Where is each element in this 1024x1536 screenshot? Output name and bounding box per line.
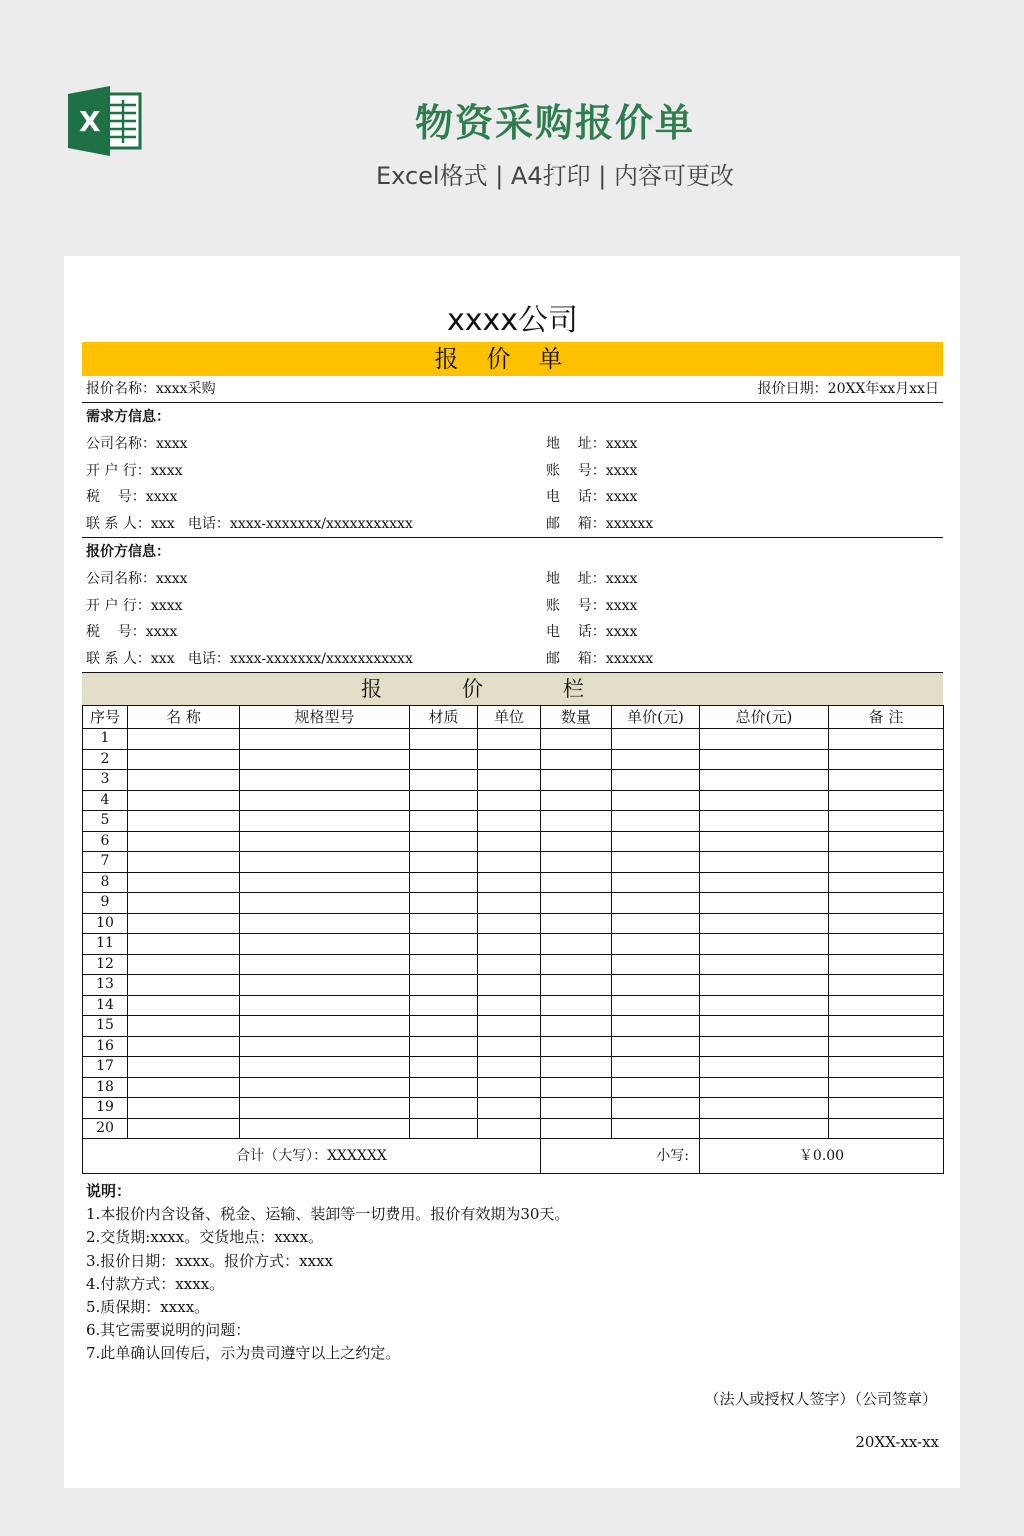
table-cell[interactable] [410, 954, 478, 975]
column-header: 总价(元) [700, 706, 829, 729]
table-row [83, 913, 944, 934]
table-cell[interactable] [700, 831, 829, 852]
table-cell[interactable] [612, 913, 700, 934]
note-item: 6.其它需要说明的问题： [86, 1321, 251, 1340]
seller-field: 税 号：xxxx [86, 624, 178, 640]
table-cell[interactable] [478, 872, 541, 893]
buyer-field: 公司名称：xxxx [86, 436, 188, 452]
table-row [83, 831, 944, 852]
seller-row [82, 619, 943, 646]
seller-row [82, 646, 943, 673]
table-cell[interactable] [829, 1036, 944, 1057]
table-cell[interactable] [700, 913, 829, 934]
table-cell[interactable] [410, 811, 478, 832]
table-row [83, 934, 944, 955]
table-cell[interactable] [612, 975, 700, 996]
table-cell[interactable] [410, 790, 478, 811]
table-cell[interactable] [478, 995, 541, 1016]
column-header: 名 称 [128, 706, 240, 729]
table-cell[interactable] [128, 770, 240, 791]
table-cell[interactable] [128, 1016, 240, 1037]
table-cell[interactable] [240, 729, 410, 750]
table-cell[interactable] [240, 831, 410, 852]
signature-line: （法人或授权人签字）（公司签章） [704, 1389, 937, 1408]
table-cell[interactable] [829, 770, 944, 791]
table-cell[interactable] [541, 872, 612, 893]
table-cell[interactable] [410, 852, 478, 873]
table-cell[interactable] [410, 1077, 478, 1098]
seller-field: 邮 箱：xxxxxx [546, 650, 654, 667]
table-row [83, 893, 944, 914]
row-number-cell: 12 [83, 954, 128, 975]
table-cell[interactable] [700, 893, 829, 914]
seller-row [82, 593, 943, 620]
quote-name: 报价名称：xxxx采购 [86, 381, 216, 397]
table-cell[interactable] [541, 1057, 612, 1078]
table-cell[interactable] [410, 1036, 478, 1057]
table-cell[interactable] [478, 1016, 541, 1037]
table-cell[interactable] [128, 790, 240, 811]
table-row [83, 1098, 944, 1119]
table-header-row [83, 706, 944, 729]
table-cell[interactable] [700, 995, 829, 1016]
table-row [83, 975, 944, 996]
row-number-cell: 15 [83, 1016, 128, 1037]
table-cell[interactable] [829, 1118, 944, 1139]
table-cell[interactable] [612, 1057, 700, 1078]
table-cell[interactable] [410, 913, 478, 934]
buyer-field: 联 系 人：xxx 电话：xxxx-xxxxxxx/xxxxxxxxxxx [86, 515, 413, 532]
table-cell[interactable] [128, 954, 240, 975]
table-cell[interactable] [128, 811, 240, 832]
table-cell[interactable] [612, 749, 700, 770]
row-number-cell: 2 [83, 749, 128, 770]
quote-section-title: 报价栏 [82, 672, 943, 705]
table-row [83, 749, 944, 770]
table-cell[interactable] [240, 934, 410, 955]
table-cell[interactable] [478, 1098, 541, 1119]
excel-icon [68, 86, 142, 156]
seller-field: 联 系 人：xxx 电话：xxxx-xxxxxxx/xxxxxxxxxxx [86, 650, 413, 667]
table-cell[interactable] [128, 1036, 240, 1057]
table-cell[interactable] [478, 729, 541, 750]
table-row [83, 770, 944, 791]
table-cell[interactable] [612, 1016, 700, 1037]
company-name: xxxx公司 [446, 303, 578, 338]
table-cell[interactable] [612, 872, 700, 893]
table-row [83, 729, 944, 750]
table-cell[interactable] [410, 831, 478, 852]
note-item: 5.质保期：xxxx。 [86, 1298, 210, 1317]
seller-field: 账 号：xxxx [546, 597, 638, 614]
table-cell[interactable] [612, 995, 700, 1016]
table-cell[interactable] [829, 1098, 944, 1119]
buyer-row [82, 484, 943, 511]
row-number-cell: 7 [83, 852, 128, 873]
table-cell[interactable] [541, 893, 612, 914]
seller-row [82, 566, 943, 593]
table-cell[interactable] [240, 893, 410, 914]
table-cell[interactable] [541, 1118, 612, 1139]
table-cell[interactable] [541, 913, 612, 934]
table-cell[interactable] [612, 954, 700, 975]
poster-subtitle: Excel格式 | A4打印 | 内容可更改 [376, 162, 734, 190]
table-cell[interactable] [478, 811, 541, 832]
table-cell[interactable] [829, 729, 944, 750]
table-cell[interactable] [478, 1077, 541, 1098]
table-cell[interactable] [700, 1057, 829, 1078]
table-cell[interactable] [541, 1016, 612, 1037]
column-header: 备 注 [829, 706, 944, 729]
buyer-info-section [82, 403, 943, 538]
total-row [83, 1139, 944, 1174]
signature-date: 20XX-xx-xx [855, 1432, 939, 1451]
table-cell[interactable] [240, 1057, 410, 1078]
buyer-field: 开 户 行：xxxx [86, 462, 183, 479]
quote-table [82, 705, 944, 1174]
table-cell[interactable] [128, 893, 240, 914]
table-cell[interactable] [240, 1098, 410, 1119]
table-cell[interactable] [410, 995, 478, 1016]
buyer-heading: 需求方信息： [86, 409, 170, 425]
seller-field: 电 话：xxxx [546, 624, 638, 640]
table-row [83, 954, 944, 975]
table-cell[interactable] [541, 729, 612, 750]
row-number-cell: 14 [83, 995, 128, 1016]
table-cell[interactable] [700, 729, 829, 750]
buyer-field: 电 话：xxxx [546, 489, 638, 505]
row-number-cell: 16 [83, 1036, 128, 1057]
table-cell[interactable] [700, 1077, 829, 1098]
table-body [83, 729, 944, 1174]
column-header: 序号 [83, 706, 128, 729]
table-cell[interactable] [829, 811, 944, 832]
seller-heading: 报价方信息： [86, 544, 170, 560]
table-cell[interactable] [700, 852, 829, 873]
table-cell[interactable] [612, 1118, 700, 1139]
table-cell[interactable] [128, 913, 240, 934]
total-small-label: 小写: [541, 1139, 700, 1174]
table-cell[interactable] [612, 790, 700, 811]
table-cell[interactable] [410, 975, 478, 996]
table-cell[interactable] [478, 893, 541, 914]
row-number-cell: 3 [83, 770, 128, 791]
buyer-row [82, 431, 943, 458]
buyer-row [82, 458, 943, 485]
table-cell[interactable] [128, 995, 240, 1016]
buyer-field: 邮 箱：xxxxxx [546, 515, 654, 532]
seller-field: 开 户 行：xxxx [86, 597, 183, 614]
total-small-value: ￥0.00 [700, 1139, 944, 1174]
table-cell[interactable] [541, 954, 612, 975]
table-cell[interactable] [700, 934, 829, 955]
table-cell[interactable] [700, 1036, 829, 1057]
table-cell[interactable] [700, 811, 829, 832]
table-cell[interactable] [829, 749, 944, 770]
table-cell[interactable] [829, 852, 944, 873]
buyer-row [82, 511, 943, 539]
table-row [83, 1036, 944, 1057]
table-cell[interactable] [240, 975, 410, 996]
table-cell[interactable] [541, 790, 612, 811]
table-cell[interactable] [478, 913, 541, 934]
table-cell[interactable] [128, 749, 240, 770]
note-item: 1.本报价内含设备、税金、运输、装卸等一切费用。报价有效期为30天。 [86, 1205, 570, 1224]
table-cell[interactable] [829, 893, 944, 914]
note-item: 7.此单确认回传后，示为贵司遵守以上之约定。 [86, 1344, 401, 1363]
column-header: 材质 [410, 706, 478, 729]
table-cell[interactable] [128, 1118, 240, 1139]
column-header: 规格型号 [240, 706, 410, 729]
table-cell[interactable] [240, 1077, 410, 1098]
table-row [83, 811, 944, 832]
note-item: 3.报价日期：xxxx。报价方式：xxxx [86, 1251, 333, 1270]
table-cell[interactable] [478, 975, 541, 996]
table-row [83, 1016, 944, 1037]
table-cell[interactable] [478, 1036, 541, 1057]
table-cell[interactable] [240, 770, 410, 791]
table-cell[interactable] [240, 954, 410, 975]
row-number-cell: 8 [83, 872, 128, 893]
table-cell[interactable] [829, 1077, 944, 1098]
table-cell[interactable] [478, 1057, 541, 1078]
table-cell[interactable] [829, 954, 944, 975]
row-number-cell: 9 [83, 893, 128, 914]
row-number-cell: 19 [83, 1098, 128, 1119]
table-cell[interactable] [541, 749, 612, 770]
table-cell[interactable] [541, 975, 612, 996]
table-cell[interactable] [478, 770, 541, 791]
table-cell[interactable] [240, 1016, 410, 1037]
table-cell[interactable] [128, 1057, 240, 1078]
table-cell[interactable] [612, 831, 700, 852]
row-number-cell: 18 [83, 1077, 128, 1098]
table-cell[interactable] [240, 749, 410, 770]
row-number-cell: 6 [83, 831, 128, 852]
table-cell[interactable] [128, 1098, 240, 1119]
document-title: 报价单 [82, 342, 943, 376]
table-cell[interactable] [700, 872, 829, 893]
table-cell[interactable] [128, 975, 240, 996]
column-header: 单价(元) [612, 706, 700, 729]
table-cell[interactable] [541, 995, 612, 1016]
table-cell[interactable] [700, 954, 829, 975]
table-cell[interactable] [410, 749, 478, 770]
table-cell[interactable] [612, 934, 700, 955]
table-cell[interactable] [128, 1077, 240, 1098]
row-number-cell: 13 [83, 975, 128, 996]
table-cell[interactable] [541, 934, 612, 955]
table-cell[interactable] [478, 852, 541, 873]
table-cell[interactable] [128, 729, 240, 750]
table-cell[interactable] [700, 1098, 829, 1119]
row-number-cell: 10 [83, 913, 128, 934]
table-cell[interactable] [478, 831, 541, 852]
note-item: 4.付款方式：xxxx。 [86, 1274, 225, 1293]
note-item: 2.交货期:xxxx。交货地点：xxxx。 [86, 1228, 324, 1247]
table-cell[interactable] [478, 749, 541, 770]
table-cell[interactable] [128, 872, 240, 893]
table-cell[interactable] [829, 831, 944, 852]
table-cell[interactable] [700, 749, 829, 770]
table-cell[interactable] [128, 852, 240, 873]
poster-title: 物资采购报价单 [414, 101, 695, 145]
table-cell[interactable] [240, 811, 410, 832]
table-cell[interactable] [478, 934, 541, 955]
table-cell[interactable] [829, 934, 944, 955]
excel-logo-letter: X [79, 105, 101, 138]
table-cell[interactable] [612, 811, 700, 832]
table-row [83, 790, 944, 811]
table-cell[interactable] [478, 954, 541, 975]
table-row [83, 852, 944, 873]
table-row [83, 1077, 944, 1098]
table-cell[interactable] [240, 790, 410, 811]
notes-title: 说明： [86, 1182, 132, 1200]
notes-section [82, 1180, 943, 1366]
table-cell[interactable] [410, 1118, 478, 1139]
table-cell[interactable] [700, 770, 829, 791]
row-number-cell: 17 [83, 1057, 128, 1078]
table-cell[interactable] [612, 852, 700, 873]
table-cell[interactable] [478, 790, 541, 811]
row-number-cell: 5 [83, 811, 128, 832]
table-cell[interactable] [612, 770, 700, 791]
table-cell[interactable] [240, 1036, 410, 1057]
table-cell[interactable] [410, 1057, 478, 1078]
table-row [83, 1118, 944, 1139]
table-cell[interactable] [128, 831, 240, 852]
table-cell[interactable] [829, 913, 944, 934]
quote-meta-row [82, 376, 943, 403]
table-cell[interactable] [541, 770, 612, 791]
table-cell[interactable] [410, 770, 478, 791]
column-header: 单位 [478, 706, 541, 729]
table-cell[interactable] [410, 729, 478, 750]
table-cell[interactable] [829, 995, 944, 1016]
table-cell[interactable] [240, 995, 410, 1016]
table-cell[interactable] [240, 1118, 410, 1139]
total-uppercase: 合计（大写）：XXXXXX [83, 1139, 541, 1174]
table-cell[interactable] [541, 831, 612, 852]
table-cell[interactable] [829, 1057, 944, 1078]
quotation-document [82, 300, 943, 1451]
table-cell[interactable] [700, 1016, 829, 1037]
buyer-field: 账 号：xxxx [546, 462, 638, 479]
table-cell[interactable] [128, 934, 240, 955]
table-row [83, 872, 944, 893]
table-cell[interactable] [829, 1016, 944, 1037]
quote-date: 报价日期：20XX年xx月xx日 [757, 381, 939, 397]
table-cell[interactable] [410, 872, 478, 893]
table-cell[interactable] [240, 852, 410, 873]
row-number-cell: 11 [83, 934, 128, 955]
table-cell[interactable] [410, 1016, 478, 1037]
table-cell[interactable] [541, 811, 612, 832]
table-cell[interactable] [541, 1077, 612, 1098]
column-header: 数量 [541, 706, 612, 729]
table-cell[interactable] [829, 872, 944, 893]
table-cell[interactable] [240, 913, 410, 934]
table-cell[interactable] [410, 1098, 478, 1119]
table-cell[interactable] [541, 852, 612, 873]
row-number-cell: 20 [83, 1118, 128, 1139]
table-cell[interactable] [612, 729, 700, 750]
table-cell[interactable] [612, 1098, 700, 1119]
table-cell[interactable] [700, 790, 829, 811]
row-number-cell: 1 [83, 729, 128, 750]
seller-info-section [82, 538, 943, 672]
table-cell[interactable] [478, 1118, 541, 1139]
row-number-cell: 4 [83, 790, 128, 811]
table-cell[interactable] [612, 893, 700, 914]
table-cell[interactable] [541, 1036, 612, 1057]
table-cell[interactable] [410, 893, 478, 914]
table-row [83, 995, 944, 1016]
table-cell[interactable] [829, 975, 944, 996]
table-cell[interactable] [612, 1036, 700, 1057]
buyer-field: 税 号：xxxx [86, 489, 178, 505]
table-cell[interactable] [240, 872, 410, 893]
table-row [83, 1057, 944, 1078]
table-cell[interactable] [829, 790, 944, 811]
buyer-field: 地 址：xxxx [546, 436, 638, 452]
table-cell[interactable] [700, 975, 829, 996]
seller-field: 地 址：xxxx [546, 571, 638, 587]
seller-field: 公司名称：xxxx [86, 571, 188, 587]
table-cell[interactable] [700, 1118, 829, 1139]
table-cell[interactable] [541, 1098, 612, 1119]
table-cell[interactable] [410, 934, 478, 955]
table-cell[interactable] [612, 1077, 700, 1098]
